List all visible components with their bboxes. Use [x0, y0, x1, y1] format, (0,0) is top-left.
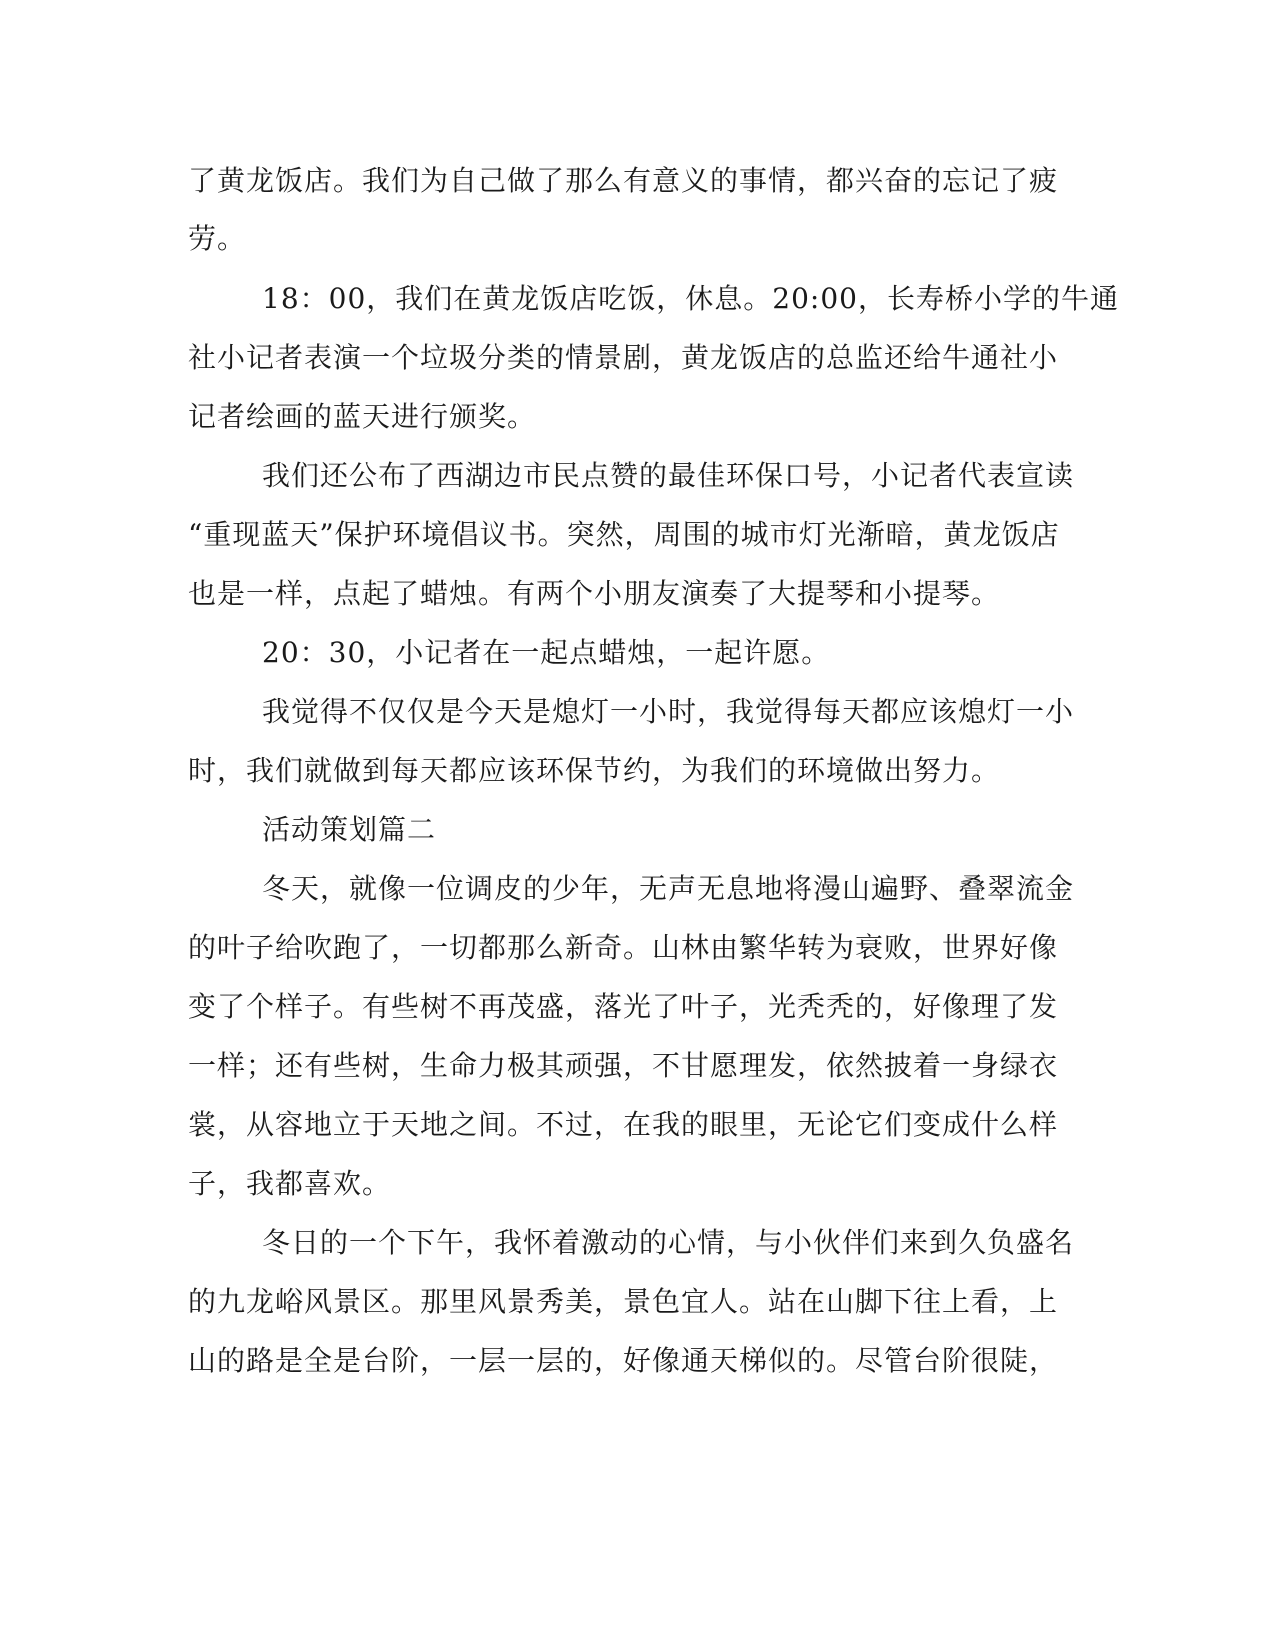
text-line: 也是一样，点起了蜡烛。有两个小朋友演奏了大提琴和小提琴。 — [188, 577, 1001, 610]
paragraph-start-line: 18：00，我们在黄龙饭店吃饭，休息。20:00，长寿桥小学的牛通 — [262, 282, 1119, 315]
text-line: 的叶子给吹跑了，一切都那么新奇。山林由繁华转为衰败，世界好像 — [188, 931, 1059, 964]
text-line: 时，我们就做到每天都应该环保节约，为我们的环境做出努力。 — [188, 754, 1001, 787]
text-line: 一样；还有些树，生命力极其顽强，不甘愿理发，依然披着一身绿衣 — [188, 1049, 1059, 1082]
text-line: 变了个样子。有些树不再茂盛，落光了叶子，光秃秃的，好像理了发 — [188, 990, 1059, 1023]
section-heading: 活动策划篇二 — [262, 813, 437, 846]
text-line: 记者绘画的蓝天进行颁奖。 — [188, 400, 537, 433]
text-line: “重现蓝天”保护环境倡议书。突然，周围的城市灯光渐暗，黄龙饭店 — [188, 518, 1060, 551]
text-line: 的九龙峪风景区。那里风景秀美，景色宜人。站在山脚下往上看，上 — [188, 1285, 1059, 1318]
paragraph-start-line: 冬天，就像一位调皮的少年，无声无息地将漫山遍野、叠翠流金 — [262, 872, 1075, 905]
text-line: 裳，从容地立于天地之间。不过，在我的眼里，无论它们变成什么样 — [188, 1108, 1059, 1141]
paragraph-start-line: 冬日的一个下午，我怀着激动的心情，与小伙伴们来到久负盛名 — [262, 1226, 1075, 1259]
paragraph-start-line: 我们还公布了西湖边市民点赞的最佳环保口号，小记者代表宣读 — [262, 459, 1075, 492]
text-line: 山的路是全是台阶，一层一层的，好像通天梯似的。尽管台阶很陡， — [188, 1344, 1059, 1377]
text-line: 了黄龙饭店。我们为自己做了那么有意义的事情，都兴奋的忘记了疲 — [188, 164, 1059, 197]
paragraph-start-line: 我觉得不仅仅是今天是熄灯一小时，我觉得每天都应该熄灯一小 — [262, 695, 1075, 728]
text-line: 子，我都喜欢。 — [188, 1167, 392, 1200]
text-line: 劳。 — [188, 222, 247, 255]
text-line: 社小记者表演一个垃圾分类的情景剧，黄龙饭店的总监还给牛通社小 — [188, 341, 1059, 374]
paragraph-start-line: 20：30，小记者在一起点蜡烛，一起许愿。 — [262, 636, 831, 669]
